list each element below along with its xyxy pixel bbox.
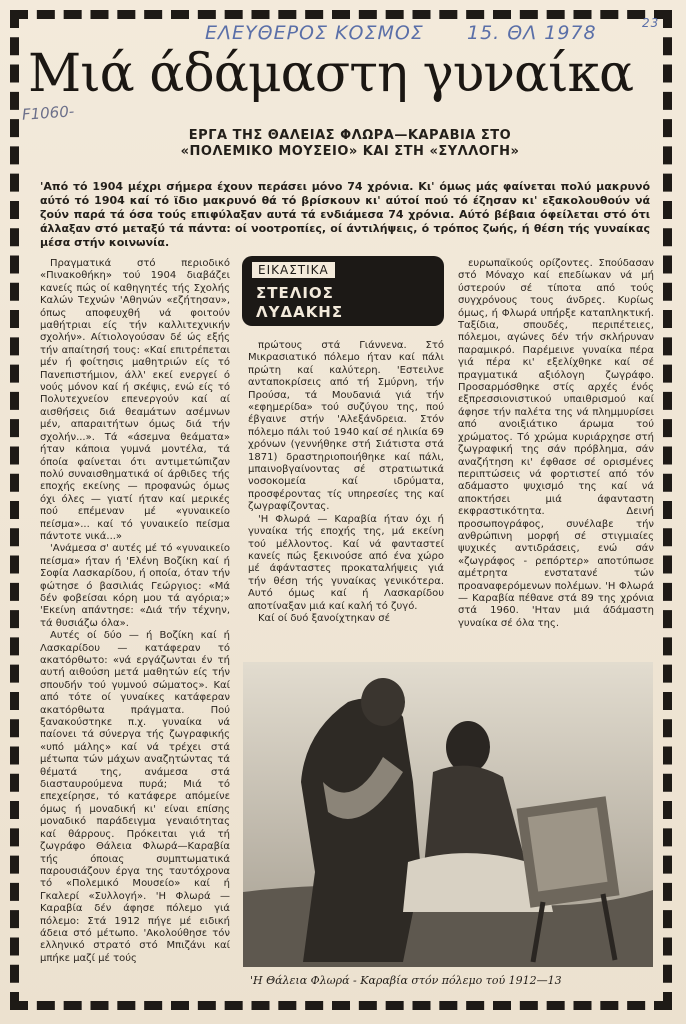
subhead-line-2: «ΠΟΛΕΜΙΚΟ ΜΟΥΣΕΙΟ» ΚΑΙ ΣΤΗ «ΣΥΛΛΟΓΗ»: [180, 144, 520, 159]
archive-code: F1060-: [21, 102, 75, 124]
byline-author: [256, 284, 343, 322]
handwritten-superscript: 23: [642, 16, 660, 30]
column-3: [458, 258, 654, 670]
headline: Μιά άδάμαστη γυναίκα: [28, 44, 634, 104]
column-2-paragraph: πρώτους στά Γιάννενα. Στό Μικρασιατικό πόλεμο ήταν καί πάλι πρώτη καί καλύτερη. 'Εστειλνε ανταποκρίσεις από τή Σμύρνη, τήν Προύσα, τά Μουδανιά γιά τήν «εφημερίδα» τού συζύγου της, πού έβγαινε στήν 'Αλεξάνδρεια. Στόν πόλεμο πάλι τού 1940 καί σέ ηλικία 69 χρόνων (γεννήθηκε στή Σιάτιστα στά 1871) δραστηριοποιήθηκε καί πάλι, μπαινοβγαίνοντας σέ στρατιωτικά νοσοκομεία καί ιδρύματα, προσφέροντας τίς υπηρεσίες της καί ζωγραφίζοντας.: [248, 340, 444, 513]
byline-author-last: ΛΥΔΑΚΗΣ: [256, 303, 344, 321]
byline-category: ΕΙΚΑΣΤΙΚΑ: [252, 262, 335, 278]
column-2-paragraph: Καί οί δυό ξανοίχτηκαν σέ: [258, 612, 390, 624]
column-1-paragraph: 'Ανάμεσα σ' αυτές μέ τό «γυναικείο πείσμα» ήταν ή 'Ελένη Βοζίκη καί ή Σοφία Λασκαρίδου, ή οποία, όταν τήν φώτησε ό βασιλιάς Γεώργιος: «Μά δέν φοβείσαι κόρη μου τά αγόρια;» 'Εκείνη απάντησε: «Διά τήν τέχνην, τά θυσιάζω όλα».: [40, 543, 230, 629]
column-2: [248, 340, 444, 658]
column-1-paragraph: Πραγματικά στό περιοδικό «Πινακοθήκη» τού 1904 διαβάζει κανείς πώς οί καθηγητές τής Σχολής Καλών Τεχνών 'Αθηνών «εζήτησαν», όπως αποφευχθή νά φοιτούν μαθήτριαι είς τήν καλλιτεχνικήν σχολήν». Αίτιολογούσαν δέ ώς εξής τήν απαίτησή τους: «Καί επιτρέπεται μέν ή φοίτησις μαθητριών είς τό Πανεπιστήμιον, άλλ' εκεί ενεργεί ό νούς μόνον καί ή σκέψις, ενώ είς τό Πολυτεχνείον επενεργούν καί αί αισθήσεις διά θεαμάτων ασέμνων μέν, απαραιτήτων όμως διά τήν σχολήν...». Τά «άσεμνα θεάματα» ήταν κάποια γυμνά μοντέλα, τά όποία φαίνεται ότι αντιμετώπιζαν πολύ συναισθηματικά οί άρθιδες τής εποχής εκείνης — προφανώς όμως όχι όλες — γιατί ήταν καί μερικές πού επέμεναν μέ «γυναικείο πείσμα»... καί τό γυναικείο πείσμα πάντοτε νικά...»: [40, 258, 230, 542]
handwritten-date: 15. ΘΛ 1978: [467, 22, 597, 44]
handwritten-source: ΕΛΕΥΘΕΡΟΣ ΚΟΣΜΟΣ: [205, 22, 424, 44]
column-1-paragraph: Αυτές οί δύο — ή Βοζίκη καί ή Λασκαρίδου — κατάφεραν τό ακατόρθωτο: «νά εργάζωνται έν τή αυτή αιθούση μετά μαθητών είς τήν σπουδήν τού γυμνού σώματος». Καί από τότε οί γυναίκες κατάφεραν ακατόρθωτα πράγματα. Πού ξανακούστηκε π.χ. γυναίκα νά παίονει τά σύνεργα τής ζωγραφικής «υπό μάλης» καί νά τρέχει στά μέτωπα τών μάχων αναζητώντας τά θέματά της, ανάμεσα στά διασταυρούμενα πυρά; Μιά τό επεχείρησε, τό κατάφερε απόμείνε όμως ή μοναδική κι' είναι επίσης μοναδικό παράδειγμα γεναιότητας καί θάρρους. Πρόκειται γιά τή ζωγράφο Θάλεια Φλωρά—Καραβία τής όποιας συμπτωματικά παρουσιάζουν έργα της ταυτόχρονα τό «Πολεμικό Μουσείο» καί ή Γκαλερί «Συλλογή». 'Η Φλωρά — Καραβία δέν άφησε πόλεμο γιά πόλεμο: Στά 1912 πήγε μέ ειδική άδεια στό μέτωπο. 'Ακολούθησε τόν ελληνικό στρατό στό Μπιζάνι καί μπήκε μαζί μέ τούς: [40, 630, 230, 964]
photo-illustration: [243, 662, 653, 967]
photo-painter-at-front: [243, 662, 653, 967]
lead-paragraph: 'Από τό 1904 μέχρι σήμερα έχουν περάσει μόνο 74 χρόνια. Κι' όμως μάς φαίνεται πολύ μακρυνό αύτό τό 1904 καί τό ϊδιο μακρυνό θά τό βρίσκουν κι' αύτοί πού τό έζησαν κι' εξακολουθούν νά ζούν παρά τά όσα τούς επιφύλαξαν αυτά τά ενδιάμεσα 74 χρόνια. Αύτό βέβαια όφείλεται στό ότι άλλαξαν στό μεταξύ τά πάντα: οί νοοτροπίες, οί άντιλήψεις, ό τρόπος ζωής, ή θέση τής γυναίκας μέσα στήν κοινωνία.: [40, 180, 650, 249]
subhead: [100, 128, 600, 160]
column-1: [40, 258, 230, 1003]
column-3-paragraph: ευρωπαϊκούς ορίζοντες. Σπούδασαν στό Μόναχο καί επεδίωκαν νά μή ύστερούν σέ τίποτα από τούς συγχρόνους τους άνδρες. Κυρίως όμως, ή Φλωρά υπήρξε καταπληκτική. Ταξίδια, σπουδές, περιπέτειες, πόλεμοι, αγώνες δέν τήν σκλήρυναν παραμικρό. Παρέμεινε γυναίκα πέρα γιά πέρα κι' εξελίχθηκε καί σέ πραγματικά αξιόλογη ζωγράφο. Προσαρμόσθηκε στίς αρχές ένός εξπρεσσιονιστικού υπαιθρισμού καί άφησε τήν παλέτα της νά πλημμυρίσει από ανοιξιάτικο άρωμα τού χρώματος. Τό χρώμα κυριάρχησε στή ζωγραφική της σάν πρόβλημα, σάν αναζήτηση κι' έφθασε σέ ορισμένες περιπτώσεις νά φορτιστεί από τόν αδάμαστο ψυχισμό της καί νά αποκτήσει μιά άφανταστη εκφραστικότητα. Δεινή προσωπογράφος, συνέλαβε τήν ανθρώπινη μορφή σέ στιγμιαίες ψυχικές αντιδράσεις, ενώ σάν «ζωγράφος - ρεπόρτερ» αποτύπωσε αμέτρητα ενστατανέ τών προαναφερόμενων πολέμων. 'Η Φλωρά — Καραβία πέθανε στά 89 της χρόνια στά 1960. 'Ηταν μιά άδάμαστη γυναίκα σέ όλα της.: [458, 258, 654, 629]
subhead-line-1: ΕΡΓΑ ΤΗΣ ΘΑΛΕΙΑΣ ΦΛΩΡΑ—ΚΑΡΑΒΙΑ ΣΤΟ: [188, 128, 512, 143]
photo-caption: 'Η Θάλεια Φλωρά - Καραβία στόν πόλεμο τού 1912—13: [250, 974, 562, 987]
byline-box: [242, 256, 444, 326]
column-2-paragraph: 'Η Φλωρά — Καραβία ήταν όχι ή γυναίκα τής εποχής της, μά εκείνη τού μέλλοντος. Καί νά φανταστεί κανείς πώς ξεκινούσε από ένα χώρο μέ άφάνταστες προκαταλήψεις γιά τήν θέση τής γυναίκας γενικότερα. Αυτό όμως καί ή Λασκαρίδου αποτίναξαν μιά καί καλή τό ζυγό.: [248, 513, 444, 612]
byline-author-first: ΣΤΕΛΙΟΣ: [256, 284, 334, 302]
